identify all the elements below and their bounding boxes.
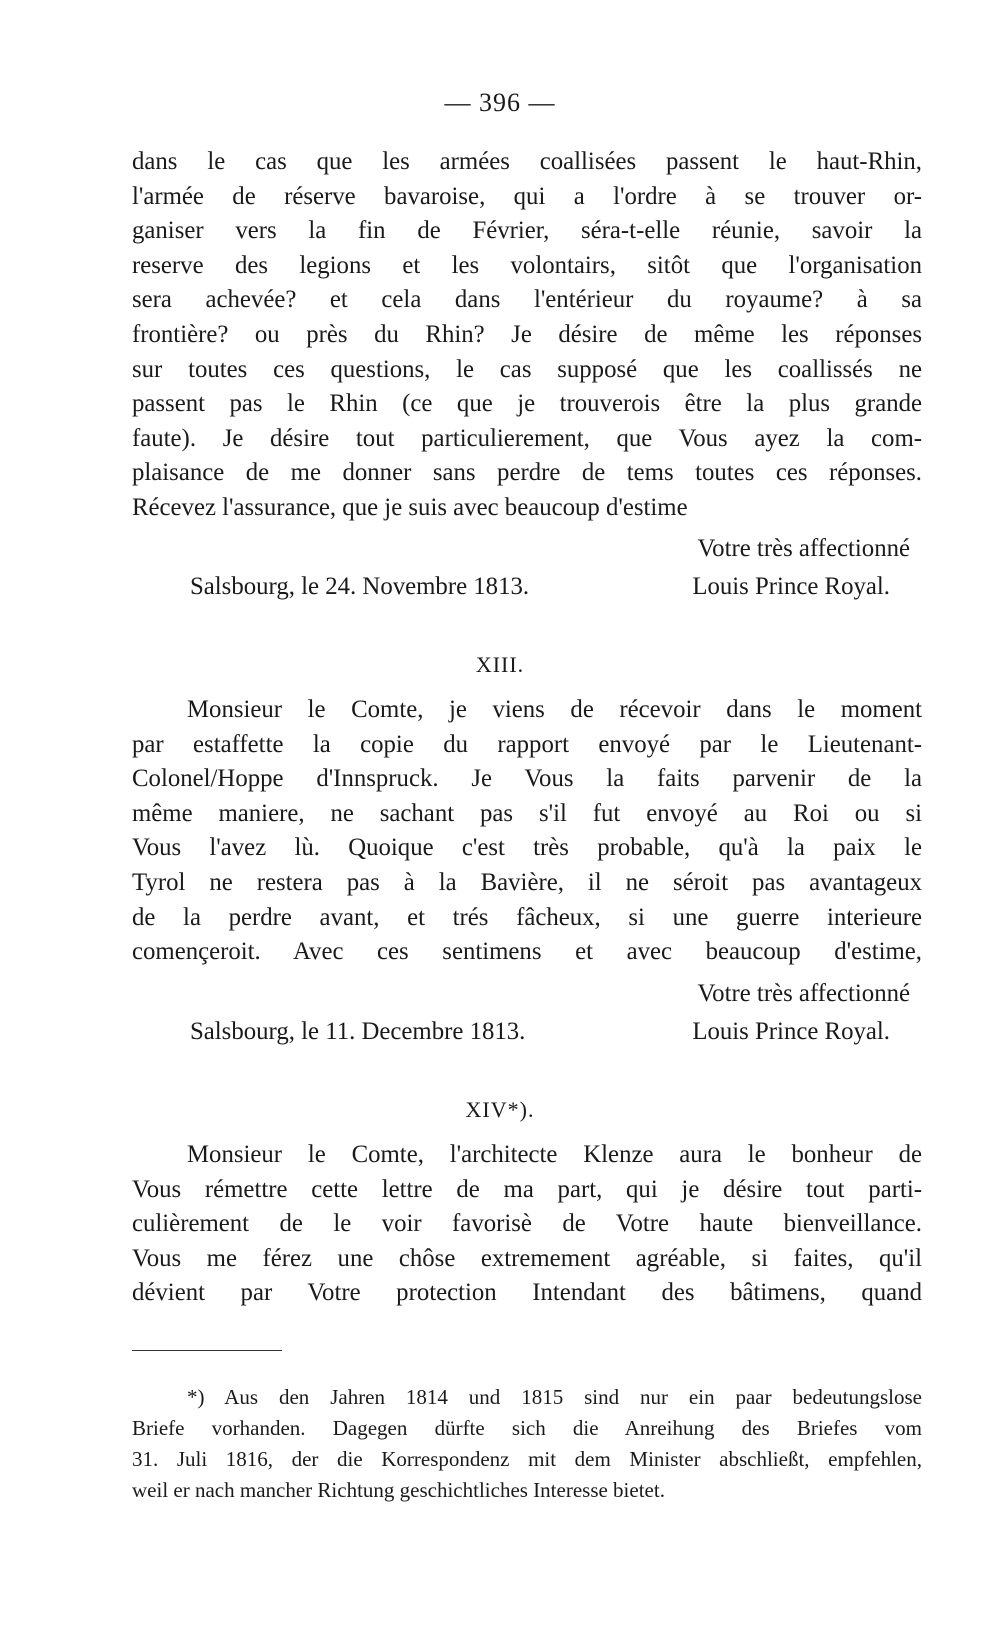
letter-closing: Votre très affectionné xyxy=(697,980,910,1007)
text-line: culièrement de le voir favorisè de Votre haute bienveillance. xyxy=(132,1210,922,1238)
text-line: Tyrol ne restera pas à la Bavière, il ne séroit pas avantageux xyxy=(132,868,922,896)
text-line: reserve des legions et les volontairs, sitôt que l'organisation xyxy=(132,251,922,279)
text-line: Récevez l'assurance, que je suis avec beaucoup d'estime xyxy=(132,493,688,521)
letter-paragraph xyxy=(132,1138,922,1311)
text-line: Colonel/Hoppe d'Innspruck. Je Vous la faits parvenir de la xyxy=(132,765,922,793)
signature: Louis Prince Royal. xyxy=(692,573,890,600)
text-line: Vous me férez une chôse extremement agréable, si faites, qu'il xyxy=(132,1244,922,1272)
footnote-line: 31. Juli 1816, der die Korrespondenz mit dem Minister abschließt, empfehlen, xyxy=(132,1447,922,1471)
text-line: l'armée de réserve bavaroise, qui a l'ordre à se trouver or- xyxy=(132,182,922,210)
text-line: passent pas le Rhin (ce que je trouverois être la plus grande xyxy=(132,390,922,418)
text-line: Vous rémettre cette lettre de ma part, qui je désire tout parti- xyxy=(132,1175,922,1203)
footnote-rule xyxy=(132,1350,282,1351)
text-line: Monsieur le Comte, je viens de récevoir dans le moment xyxy=(187,696,922,723)
text-line: sur toutes ces questions, le cas supposé que les coallissés ne xyxy=(132,355,922,383)
text-line: par estaffette la copie du rapport envoyé par le Lieutenant- xyxy=(132,730,922,758)
text-line: de la perdre avant, et trés fâcheux, si une guerre interieure xyxy=(132,903,922,931)
letter-closing: Votre très affectionné xyxy=(697,535,910,562)
letter-xiii-body xyxy=(132,693,922,970)
text-line: même maniere, ne sachant pas s'il fut envoyé au Roi ou si xyxy=(132,799,922,827)
text-line: començeroit. Avec ces sentimens et avec beaucoup d'estime, xyxy=(132,938,922,966)
letter-signoff xyxy=(190,573,890,601)
place-date: Salsbourg, le 24. Novembre 1813. xyxy=(190,573,530,600)
letter-paragraph xyxy=(132,145,922,526)
text-line: faute). Je désire tout particulierement, que Vous ayez la com- xyxy=(132,424,922,452)
text-line: frontière? ou près du Rhin? Je désire de même les réponses xyxy=(132,320,922,348)
text-line: dévient par Votre protection Intendant des bâtimens, quand xyxy=(132,1279,922,1307)
footnote-line: weil er nach mancher Richtung geschichtliches Interesse bietet. xyxy=(132,1478,665,1502)
footnote-line: Briefe vorhanden. Dagegen dürfte sich die Anreihung des Briefes vom xyxy=(132,1416,922,1440)
letter-paragraph xyxy=(132,693,922,970)
letter-heading-xiv: XIV*). xyxy=(465,1097,535,1122)
footnote xyxy=(132,1382,922,1506)
page-number: — 396 — xyxy=(444,88,556,117)
letter-continuation-body xyxy=(132,145,922,526)
place-date: Salsbourg, le 11. Decembre 1813. xyxy=(190,1018,526,1045)
signature: Louis Prince Royal. xyxy=(692,1018,890,1045)
text-line: sera achevée? et cela dans l'entérieur du royaume? à sa xyxy=(132,286,922,314)
letter-xiv-body xyxy=(132,1138,922,1311)
text-line: ganiser vers la fin de Février, séra-t-elle réunie, savoir la xyxy=(132,217,922,245)
letter-heading-xiii: XIII. xyxy=(475,652,525,677)
text-line: Vous l'avez lù. Quoique c'est très probable, qu'à la paix le xyxy=(132,834,922,862)
letter-signoff xyxy=(190,1018,890,1046)
text-line: plaisance de me donner sans perdre de tems toutes ces réponses. xyxy=(132,459,922,487)
text-line: Monsieur le Comte, l'architecte Klenze aura le bonheur de xyxy=(187,1141,922,1168)
text-line: dans le cas que les armées coallisées passent le haut-Rhin, xyxy=(132,148,922,175)
footnote-line: *) Aus den Jahren 1814 und 1815 sind nur ein paar bedeutungslose xyxy=(187,1385,922,1409)
